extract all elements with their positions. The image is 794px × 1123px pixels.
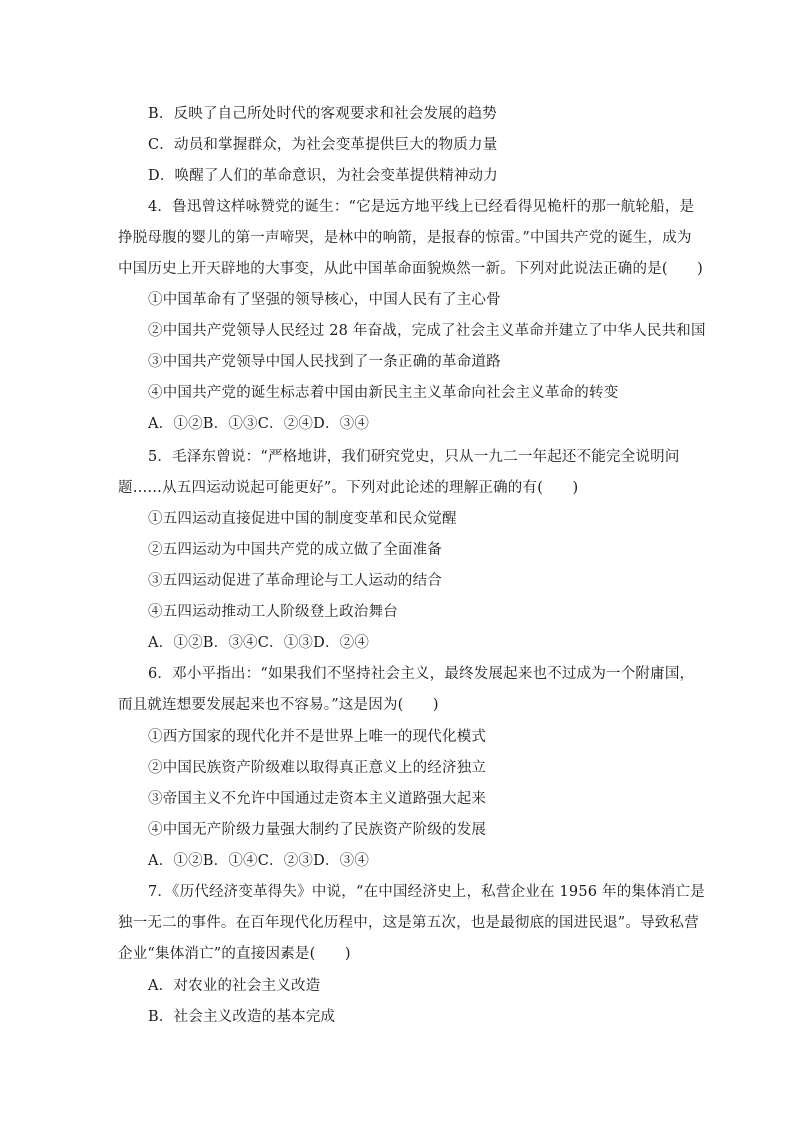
q4-stem-line-2: 挣脱母腹的婴儿的第一声啼哭，是林中的响箭，是报春的惊雷。”中国共产党的诞生，成为 [118, 230, 692, 246]
q6-answer-options: A．①②B．①④C．②③D．③④ [148, 853, 370, 869]
q7-option-b: B．社会主义改造的基本完成 [148, 1009, 336, 1025]
q5-answer-options: A．①②B．③④C．①③D．②④ [148, 635, 370, 651]
q7-option-a: A．对农业的社会主义改造 [148, 978, 321, 994]
q7-stem-line-3: 企业“集体消亡”的直接因素是( ) [118, 946, 351, 962]
q4-item-3: ③中国共产党领导中国人民找到了一条正确的革命道路 [148, 354, 501, 370]
q3-option-c: C．动员和掌握群众，为社会变革提供巨大的物质力量 [148, 137, 498, 153]
q6-item-3: ③帝国主义不允许中国通过走资本主义道路强大起来 [148, 791, 487, 807]
q5-item-1: ①五四运动直接促进中国的制度变革和民众觉醒 [148, 511, 457, 527]
q5-stem-line-1: 5．毛泽东曾说：“严格地讲，我们研究党史，只从一九二一年起还不能完全说明问 [148, 449, 680, 465]
q6-stem-line-2: 而且就连想要发展起来也不容易。”这是因为( ) [118, 697, 439, 713]
q5-item-2: ②五四运动为中国共产党的成立做了全面准备 [148, 542, 442, 558]
q7-stem-line-2: 独一无二的事件。在百年现代化历程中，这是第五次，也是最彻底的国进民退”。导致私营 [118, 915, 699, 931]
q4-stem-line-3: 中国历史上开天辟地的大事变，从此中国革命面貌焕然一新。下列对此说法正确的是( ) [118, 261, 704, 277]
q3-option-b: B．反映了自己所处时代的客观要求和社会发展的趋势 [148, 106, 497, 122]
q6-item-4: ④中国无产阶级力量强大制约了民族资产阶级的发展 [148, 822, 487, 838]
q4-item-2: ②中国共产党领导人民经过 28 年奋战，完成了社会主义革命并建立了中华人民共和国 [148, 323, 706, 339]
q6-item-1: ①西方国家的现代化并不是世界上唯一的现代化模式 [148, 729, 487, 745]
q4-stem-line-1: 4．鲁迅曾这样咏赞党的诞生：“它是远方地平线上已经看得见桅杆的那一航轮船，是 [148, 199, 695, 215]
q5-stem-line-2: 题……从五四运动说起可能更好”。下列对此论述的理解正确的有( ) [118, 480, 579, 496]
q4-item-1: ①中国革命有了坚强的领导核心，中国人民有了主心骨 [148, 292, 501, 308]
q6-stem-line-1: 6．邓小平指出：“如果我们不坚持社会主义，最终发展起来也不过成为一个附庸国， [148, 666, 695, 682]
q3-option-d: D．唤醒了人们的革命意识，为社会变革提供精神动力 [148, 168, 498, 184]
q5-item-3: ③五四运动促进了革命理论与工人运动的结合 [148, 573, 442, 589]
q4-answer-options: A．①②B．①③C．②④D．③④ [148, 416, 370, 432]
q5-item-4: ④五四运动推动工人阶级登上政治舞台 [148, 604, 398, 620]
q7-stem-line-1: 7．《历代经济变革得失》中说，“在中国经济史上，私营企业在 1956 年的集体消亡是 [148, 884, 705, 900]
q6-item-2: ②中国民族资产阶级难以取得真正意义上的经济独立 [148, 760, 487, 776]
q4-item-4: ④中国共产党的诞生标志着中国由新民主主义革命向社会主义革命的转变 [148, 385, 619, 401]
